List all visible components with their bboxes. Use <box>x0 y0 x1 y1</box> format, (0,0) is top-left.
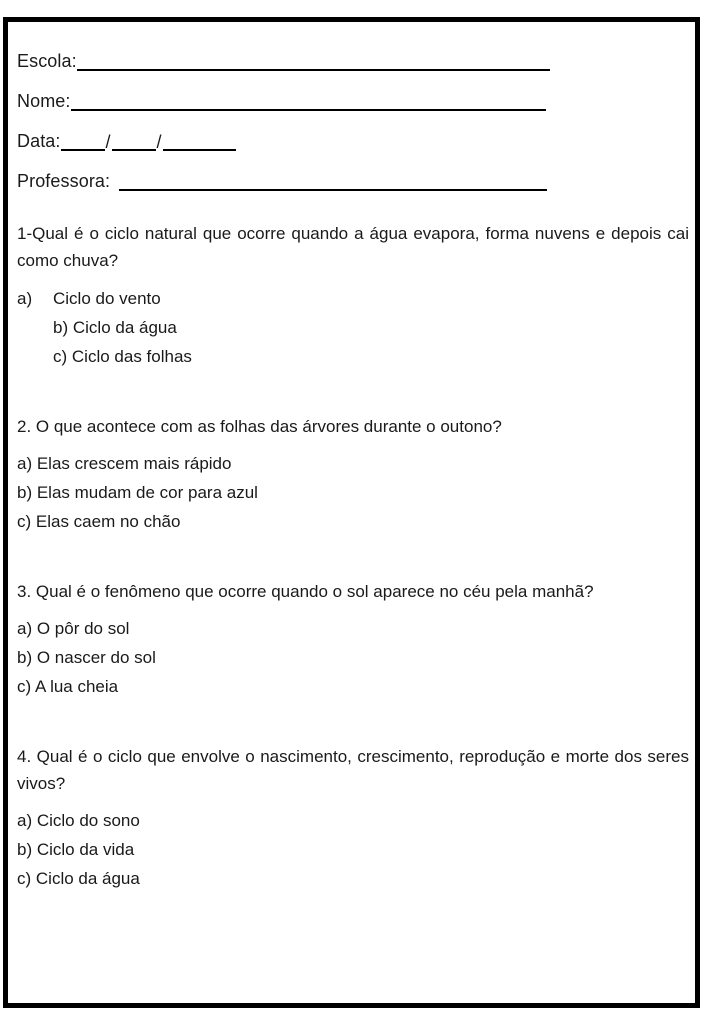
option-1c-marker: c) <box>53 347 68 366</box>
option-1a-label: Ciclo do vento <box>53 289 161 308</box>
question-block-3 <box>17 578 691 701</box>
spacer-q2-q3 <box>17 536 691 578</box>
worksheet-border-frame <box>3 17 700 1008</box>
option-2c[interactable]: c) Elas caem no chão <box>17 512 181 531</box>
option-1c-label: Ciclo das folhas <box>71 347 192 366</box>
option-1b[interactable] <box>17 313 691 342</box>
option-2b[interactable]: b) Elas mudam de cor para azul <box>17 483 258 502</box>
option-3c[interactable]: c) A lua cheia <box>17 677 119 696</box>
data-day-input-line[interactable] <box>61 132 105 151</box>
data-label: Data: <box>17 131 61 151</box>
nome-input-line[interactable] <box>71 92 546 111</box>
spacer-q3-q4 <box>17 701 691 743</box>
data-year-input-line[interactable] <box>163 132 236 151</box>
data-month-input-line[interactable] <box>112 132 156 151</box>
option-3b[interactable]: b) O nascer do sol <box>17 648 156 667</box>
date-separator-2: / <box>156 132 162 152</box>
question-1-options <box>17 284 691 371</box>
option-1c[interactable] <box>17 342 691 371</box>
date-separator-1: / <box>105 132 111 152</box>
field-row-data <box>17 111 691 151</box>
question-2-options <box>17 449 691 536</box>
field-row-nome <box>17 71 691 111</box>
professora-input-line[interactable] <box>119 172 547 191</box>
spacer-q1-q2 <box>17 371 691 413</box>
question-block-1 <box>17 220 691 371</box>
question-3-text: 3. Qual é o fenômeno que ocorre quando o sol aparece no céu pela manhã? <box>17 582 594 601</box>
option-1a[interactable] <box>17 284 691 313</box>
nome-label: Nome: <box>17 91 71 111</box>
question-3-options <box>17 614 691 701</box>
questions-section <box>17 220 691 893</box>
field-row-professora <box>17 151 691 191</box>
field-row-escola <box>17 31 691 71</box>
option-1a-marker: a) <box>17 289 33 308</box>
question-block-2 <box>17 413 691 536</box>
escola-input-line[interactable] <box>77 52 550 71</box>
escola-label: Escola: <box>17 51 77 71</box>
professora-label: Professora: <box>17 171 111 191</box>
option-4c[interactable]: c) Ciclo da água <box>17 869 140 888</box>
date-input-group <box>61 132 236 151</box>
option-3a[interactable]: a) O pôr do sol <box>17 619 130 638</box>
question-4-text: 4. Qual é o ciclo que envolve o nascimento, crescimento, reprodução e morte dos seres vivos? <box>17 747 689 793</box>
question-block-4 <box>17 743 691 893</box>
option-2a[interactable]: a) Elas crescem mais rápido <box>17 454 232 473</box>
worksheet-content <box>8 22 695 1003</box>
question-4-options <box>17 806 691 893</box>
option-4a[interactable]: a) Ciclo do sono <box>17 811 140 830</box>
question-2-text: 2. O que acontece com as folhas das árvores durante o outono? <box>17 417 502 436</box>
option-1b-marker: b) <box>53 318 69 337</box>
student-info-header <box>17 31 691 191</box>
option-4b[interactable]: b) Ciclo da vida <box>17 840 135 859</box>
question-1-text: 1-Qual é o ciclo natural que ocorre quando a água evapora, forma nuvens e depois cai como chuva? <box>17 224 689 270</box>
option-1b-label: Ciclo da água <box>72 318 177 337</box>
